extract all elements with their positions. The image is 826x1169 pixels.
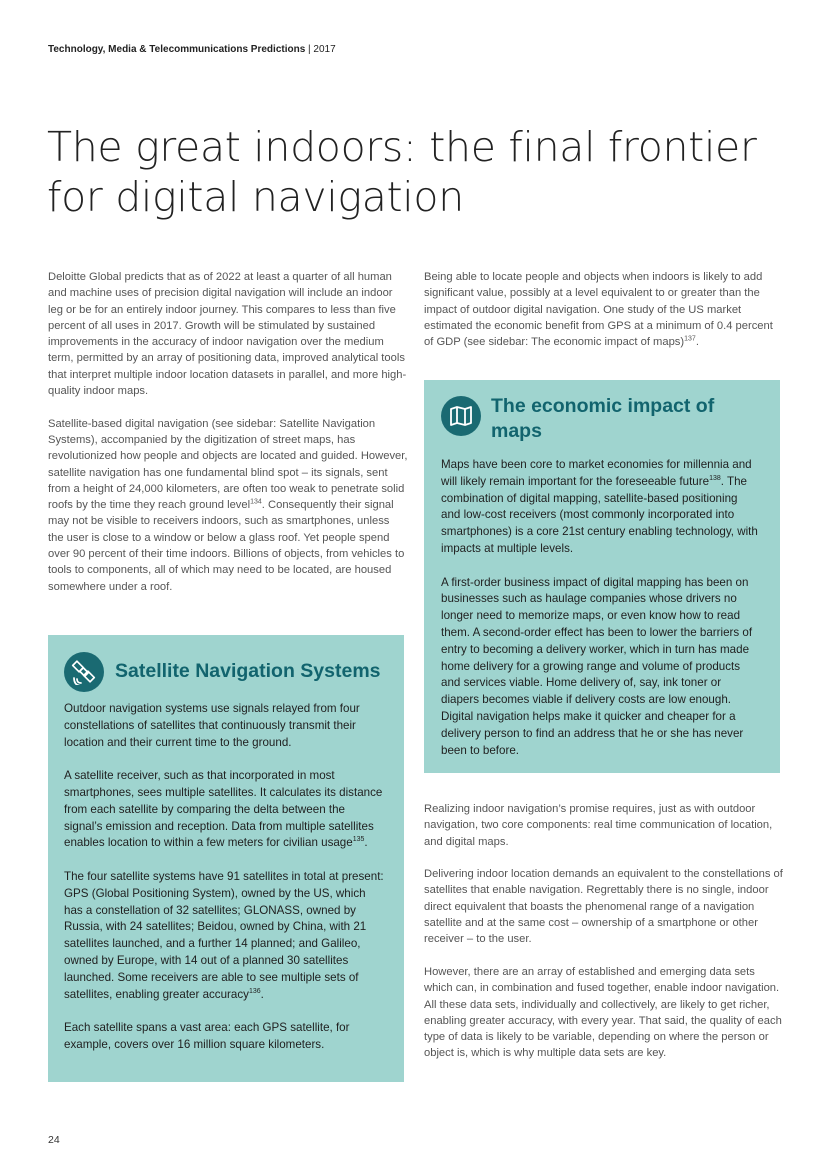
paragraph-text: . (260, 987, 264, 1001)
running-header (48, 44, 336, 55)
body-paragraph: Delivering indoor location demands an equivalent to the constellations of satellites that enable navigation. Regrettably there is no single, indoor direct equivalent that boasts the phenomenal range of a navigation satellite and at the same cost – ownership of a smartphone or other receiver – to the user. (424, 868, 783, 946)
body-paragraph: However, there are an array of established and emerging data sets which can, in combination and fused together, enable indoor navigation. All these data sets, individually and collectively, are likely to get richer, enabling greater accuracy, with every year. That said, the quality of each type of data is likely to be variable, depending on where the person or object is, which is why multiple data sets are key. (424, 965, 782, 1060)
sidebar-satellite-navigation (48, 635, 404, 1082)
satellite-icon (64, 652, 104, 692)
sidebar-paragraph: Outdoor navigation systems use signals relayed from four constellations of satellites that continuously transmit their location and their current time to the ground. (64, 702, 360, 749)
paragraph-text: . Consequently their signal may not be visible to receivers indoors, such as smartphones, unless the user is close to a window or below a glass roof. Yet people spend over 90 percent of their time indoors. Billions of objects, from vehicles to tools to components, all of which may need to be located, are housed somewhere under a roof. (48, 499, 405, 593)
paragraph-text: Maps have been core to market economies for millennia and will likely remain important for the foreseeable future (441, 458, 752, 488)
sidebar-title: The economic impact of maps (491, 395, 715, 442)
sidebar-paragraph (64, 869, 384, 1003)
page-title: The great indoors: the final frontier for digital navigation (47, 123, 757, 221)
sidebar-economic-impact (424, 380, 780, 773)
publication-year: 2017 (313, 44, 336, 55)
footnote-ref[interactable]: 138 (709, 474, 721, 482)
footnote-ref[interactable]: 137 (684, 335, 696, 343)
paragraph-text: Being able to locate people and objects when indoors is likely to add significant value, possibly at a level equivalent to or greater than the impact of outdoor digital navigation. One study of the US market estimated the economic benefit from GPS at a minimum of 0.4 percent of GDP (see sidebar: The economic impact of maps) (424, 271, 773, 349)
publication-name: Technology, Media & Telecommunications Predictions (48, 44, 306, 55)
paragraph-text: . (364, 836, 368, 850)
sidebar-paragraph: Each satellite spans a vast area: each GPS satellite, for example, covers over 16 million square kilometers. (64, 1021, 350, 1051)
paragraph-text: . The combination of digital mapping, satellite-based positioning and low-cost receivers (most commonly incorporated into smartphones) is a core 21st century enabling technology, with impacts at multiple levels. (441, 474, 758, 555)
paragraph-text: . (695, 336, 699, 349)
body-paragraph (48, 416, 408, 595)
sidebar-paragraph (441, 457, 760, 558)
footnote-ref[interactable]: 134 (250, 498, 262, 506)
footnote-ref[interactable]: 136 (248, 987, 261, 995)
footnote-ref[interactable]: 135 (352, 836, 365, 844)
paragraph-text: The four satellite systems have 91 satellites in total at present: GPS (Global Positioning System), owned by the US, which has a constellation of 32 satellites; GLONASS, owned by Russia, with 24 satellites; Beidou, owned by China, with 21 satellites launched, and a further 14 planned; and Galileo, owned by Europe, with 14 out of a planned 30 satellites launched. Some receivers are able to see multiple sets of satellites, enabling greater accuracy (64, 869, 384, 1001)
body-paragraph: Realizing indoor navigation’s promise requires, just as with outdoor navigation, two core components: real time communication of location, and digital maps. (424, 803, 773, 848)
left-column (48, 269, 408, 611)
header-separator: | (305, 44, 314, 55)
page-number: 24 (48, 1134, 60, 1146)
sidebar-paragraph: A first-order business impact of digital mapping has been on businesses such as haulage companies whose drivers no longer need to memorize maps, or even know how to read them. A second-order effect has been to lower the barriers of entry to becoming a delivery worker, which in turn has made home delivery for a growing range and volume of products and services viable. Home delivery of, say, ink toner or diapers becomes viable if delivery costs are low enough. Digital navigation helps make it quicker and cheaper for a delivery person to find an address that he or she has never been to before. (441, 575, 753, 757)
sidebar-paragraph (64, 768, 384, 852)
map-icon (441, 396, 481, 436)
sidebar-title: Satellite Navigation Systems (115, 660, 381, 682)
body-paragraph (424, 269, 784, 350)
paragraph-text: Satellite-based digital navigation (see sidebar: Satellite Navigation Systems), accompanied by the digitization of street maps, has revolutionized how people and objects are located and guided. However, satellite navigation has one fundamental blind spot – its signals, sent from a height of 24,000 kilometers, are often too weak to penetrate solid roofs by the time they reach ground level (48, 417, 408, 512)
body-paragraph: Deloitte Global predicts that as of 2022 at least a quarter of all human and machine uses of precision digital navigation will include an indoor leg or be for an entirely indoor journey. This compares to less than five percent of all uses in 2017. Growth will be stimulated by sustained improvements in the accuracy of indoor navigation over the medium term, permitted by an array of positioning data, improved analytical tools that interpret multiple indoor location datasets in parallel, and more high-quality indoor maps. (48, 271, 407, 398)
paragraph-text: A satellite receiver, such as that incorporated in most smartphones, sees multiple satellites. It calculates its distance from each satellite by comparing the delta between the signal’s emission and reception. Data from multiple satellites enables location to within a few meters for civilian usage (64, 769, 383, 850)
right-column-body (424, 801, 784, 1078)
right-column-intro (424, 269, 784, 367)
